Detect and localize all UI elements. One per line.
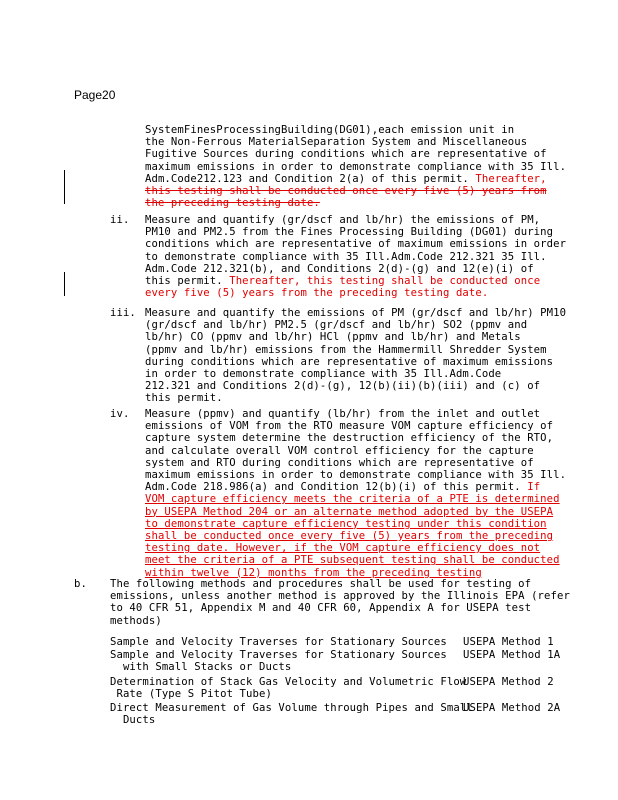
text-run: to demonstrate compliance with 35 Ill.Adm.Code 212.321 35 Ill.	[145, 250, 547, 263]
item-iii-line	[145, 331, 521, 343]
text-run: capture system determine the destruction efficiency of the RTO,	[145, 432, 554, 445]
text-run: and calculate overall VOM control efficiency for the capture	[145, 444, 534, 457]
item-iv-line	[145, 469, 566, 481]
inserted-text: shall be conducted once every five (5) years from the preceding	[145, 530, 554, 542]
deleted-text: the preceding testing date.	[145, 197, 320, 210]
text-run: SystemFinesProcessingBuilding(DG01),each emission unit in	[145, 124, 515, 136]
item-b-label: b.	[74, 578, 87, 590]
method-name: USEPA Method 2A	[463, 702, 561, 714]
text-run: system and RTO during conditions which are representative of	[145, 456, 534, 469]
text-run: conditions which are representative of maximum emissions in order	[145, 238, 567, 251]
item-ii-line	[145, 226, 553, 238]
text-run: during conditions which are representative of maximum emissions	[145, 355, 554, 368]
text-run: Measure and quantify (gr/dscf and lb/hr) the emissions of PM,	[145, 214, 541, 226]
item-iv-label: iv.	[110, 408, 130, 420]
deleted-text: this testing shall be conducted once every five (5) years from	[145, 185, 547, 197]
item-iv-line	[145, 554, 560, 566]
inserted-text: by USEPA Method 204 or an alternate method adopted by the USEPA	[145, 505, 554, 518]
item-iv-line	[145, 481, 540, 493]
text-run: Measure and quantify the emissions of PM (gr/dscf and lb/hr) PM10	[145, 307, 567, 319]
inserted-text: Thereafter, this testing shall be conducted once	[222, 275, 541, 287]
text-run: in order to demonstrate compliance with 35 Ill.Adm.Code	[145, 368, 502, 380]
item-iii-line	[145, 307, 566, 319]
text-run: 212.321 and Conditions 2(d)-(g), 12(b)(ii)(b)(iii) and (c) of	[145, 380, 541, 393]
intro-line	[145, 185, 547, 197]
text-run: emissions of VOM from the RTO measure VOM capture efficiency of	[145, 420, 554, 433]
inserted-text: every five (5) years from the preceding testing date.	[145, 287, 489, 300]
item-iv-line	[145, 493, 560, 505]
item-iii-line	[145, 368, 501, 380]
revision-bar	[64, 170, 65, 204]
item-iv-line	[145, 542, 540, 554]
item-iv-line	[145, 567, 482, 579]
text-run: lb/hr) CO (ppmv and lb/hr) HCl (ppmv and lb/hr) and Metals	[145, 331, 521, 344]
text-run: PM10 and PM2.5 from the Fines Processing Building (DG01) during	[145, 226, 554, 239]
item-iv-line	[145, 457, 534, 469]
method-name: USEPA Method 1	[463, 636, 554, 648]
item-ii-line	[145, 238, 566, 250]
method-description: Ducts	[110, 714, 156, 727]
intro-line	[145, 161, 566, 173]
method-description: Sample and Velocity Traverses for Stationary Sources	[110, 649, 447, 662]
method-name: USEPA Method 2	[463, 675, 554, 688]
text-run: Adm.Code212.123 and Condition 2(a) of this permit.	[145, 172, 469, 185]
item-iv-line	[145, 518, 547, 530]
item-iv-line	[145, 432, 553, 444]
text-run: Measure (ppmv) and quantify (lb/hr) from the inlet and outlet	[145, 408, 541, 420]
intro-line	[145, 173, 547, 185]
item-ii-line	[145, 263, 534, 275]
text-run: maximum emissions in order to demonstrate compliance with 35 Ill.	[145, 469, 567, 481]
inserted-text: to demonstrate capture efficiency testing under this condition	[145, 517, 547, 530]
intro-line	[145, 124, 514, 136]
item-iv-line	[145, 420, 553, 432]
intro-line	[145, 197, 320, 209]
text-run: maximum emissions in order to demonstrate compliance with 35 Ill.	[145, 160, 567, 173]
method-description: with Small Stacks or Ducts	[110, 661, 292, 674]
text-run: the Non-Ferrous MaterialSeparation System and Miscellaneous	[145, 136, 528, 149]
item-iii-line	[145, 392, 223, 404]
item-ii-line	[145, 287, 488, 299]
text-run: (ppmv and lb/hr) emissions from the Hammermill Shredder System	[145, 343, 547, 356]
item-iii-line	[145, 380, 540, 392]
method-description: Rate (Type S Pitot Tube)	[110, 687, 272, 700]
inserted-text: meet the criteria of a PTE subsequent testing shall be conducted	[145, 554, 560, 567]
inserted-text: If	[520, 481, 541, 494]
inserted-text: within twelve (12) months from the preceding testing	[145, 566, 482, 579]
text-run: this permit.	[145, 275, 223, 287]
item-iv-line	[145, 408, 540, 420]
item-iii-line	[145, 319, 527, 331]
item-iv-line	[145, 506, 553, 518]
inserted-text: testing date. However, if the VOM capture efficiency does not	[145, 542, 541, 555]
item-ii-line	[145, 214, 540, 226]
method-description: Sample and Velocity Traverses for Stationary Sources	[110, 636, 447, 648]
intro-line	[145, 148, 547, 160]
method-description: Direct Measurement of Gas Volume through Pipes and Small	[110, 702, 473, 714]
item-iv-line	[145, 445, 534, 457]
intro-line	[145, 136, 527, 148]
revision-bar	[64, 272, 65, 296]
method-name: USEPA Method 1A	[463, 649, 561, 662]
text-run: Adm.Code 212.321(b), and Conditions 2(d)-(g) and 12(e)(i) of	[145, 262, 534, 275]
item-b-line: to 40 CFR 51, Appendix M and 40 CFR 60, Appendix A for USEPA test	[110, 602, 532, 615]
item-iii-line	[145, 344, 547, 356]
method-description: Determination of Stack Gas Velocity and Volumetric Flow	[110, 675, 467, 688]
item-b-line: The following methods and procedures shall be used for testing of	[110, 578, 532, 590]
item-iii-line	[145, 356, 553, 368]
item-b-line: emissions, unless another method is approved by the Illinois EPA (refer	[110, 590, 570, 603]
item-iii-label: iii.	[110, 307, 136, 319]
item-iv-line	[145, 530, 553, 542]
text-run: Fugitive Sources during conditions which are representative of	[145, 148, 547, 161]
page-label: Page20	[74, 88, 116, 102]
item-ii-line	[145, 251, 547, 263]
text-run: (gr/dscf and lb/hr) PM2.5 (gr/dscf and lb/hr) SO2 (ppmv and	[145, 319, 528, 332]
item-ii-line	[145, 275, 540, 287]
text-run: Adm.Code 218.986(a) and Condition 12(b)(i) of this permit.	[145, 481, 521, 494]
item-b-line: methods)	[110, 614, 162, 627]
inserted-text: VOM capture efficiency meets the criteria of a PTE is determined	[145, 493, 560, 506]
text-run: this permit.	[145, 392, 223, 405]
inserted-text: Thereafter,	[468, 172, 547, 185]
item-ii-label: ii.	[110, 214, 130, 226]
